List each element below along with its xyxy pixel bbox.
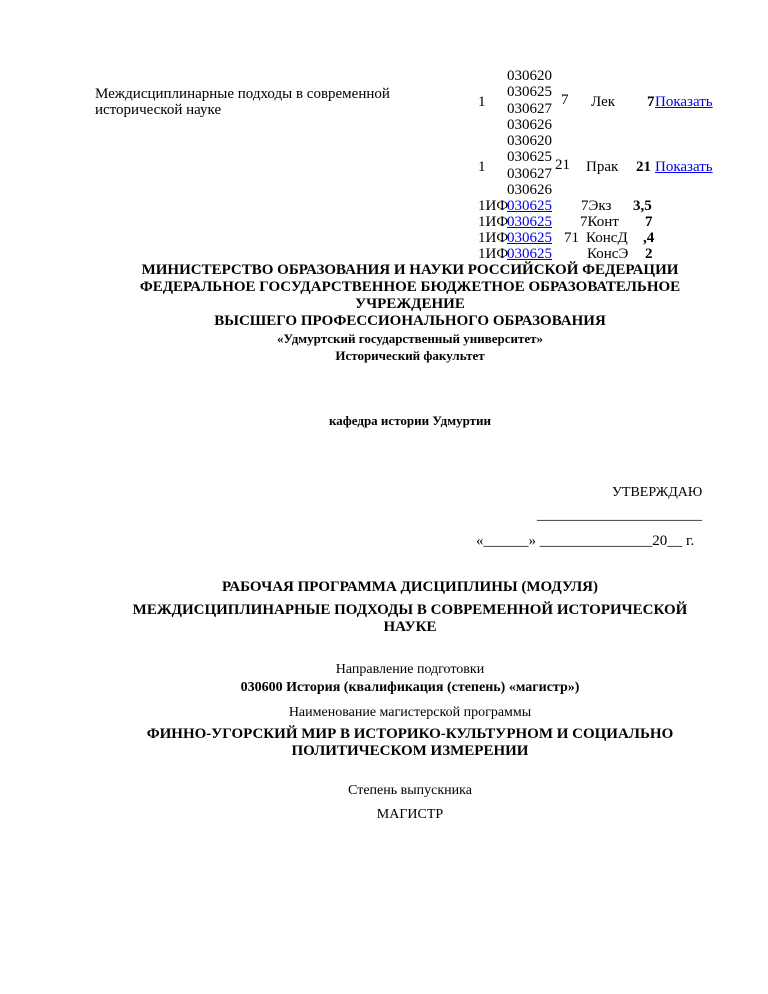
university-name: «Удмуртский государственный университет» (276, 331, 544, 346)
row-prefix: 1ИФ (478, 246, 509, 262)
code-link[interactable]: 030625 (507, 198, 552, 214)
semester-number: 1 (478, 159, 486, 175)
approval-title: УТВЕРЖДАЮ (612, 485, 703, 500)
code: 030620 (507, 133, 552, 149)
signature-line: ______________________ (537, 507, 702, 523)
direction-label: Направление подготовки (335, 662, 485, 677)
row-value: ,4 (643, 230, 655, 246)
degree-label: Степень выпускника (348, 783, 472, 798)
program-title: РАБОЧАЯ ПРОГРАММА ДИСЦИПЛИНЫ (МОДУЛЯ) (222, 579, 598, 595)
hours: 21 (555, 157, 570, 173)
code: 030625 (507, 84, 552, 100)
row-kind: 7Экз (581, 198, 612, 214)
hours: 7 (561, 92, 569, 108)
institution-line: УЧРЕЖДЕНИЕ (355, 296, 465, 312)
degree-value: МАГИСТР (376, 807, 444, 822)
institution-line: ВЫСШЕГО ПРОФЕССИОНАЛЬНОГО ОБРАЗОВАНИЯ (214, 313, 606, 329)
ministry-title: МИНИСТЕРСТВО ОБРАЗОВАНИЯ И НАУКИ РОССИЙСКОЙ ФЕДЕРАЦИИ (141, 262, 679, 278)
discipline-title (90, 602, 730, 636)
show-link[interactable]: Показать (655, 159, 713, 175)
subject-line-1: Междисциплинарные подходы в современной (95, 86, 390, 102)
direction-value: 030600 История (квалификация (степень) «магистр») (240, 680, 580, 695)
master-program-label: Наименование магистерской программы (288, 705, 532, 720)
institution-header (90, 262, 730, 364)
discipline-line: МЕЖДИСЦИПЛИНАРНЫЕ ПОДХОДЫ В СОВРЕМЕННОЙ ИСТОРИЧЕСКОЙ (132, 602, 688, 618)
master-program-line: ПОЛИТИЧЕСКОМ ИЗМЕРЕНИИ (291, 743, 529, 759)
row-prefix: 1ИФ (478, 214, 509, 230)
department-name: кафедра истории Удмуртии (328, 413, 492, 428)
row-kind: КонсЭ (587, 246, 629, 262)
hours-total: 21 (636, 159, 651, 175)
row-kind: 7Конт (580, 214, 619, 230)
row-kind: КонсД (586, 230, 628, 246)
approval-date-line: «______» _______________20__ г. (476, 533, 695, 549)
code-link[interactable]: 030625 (507, 246, 552, 262)
institution-line: ФЕДЕРАЛЬНОЕ ГОСУДАРСТВЕННОЕ БЮДЖЕТНОЕ ОБРАЗОВАТЕЛЬНОЕ (139, 279, 681, 295)
code: 030626 (507, 182, 552, 198)
code: 030627 (507, 166, 552, 182)
master-program-line: ФИННО-УГОРСКИЙ МИР В ИСТОРИКО-КУЛЬТУРНОМ И СОЦИАЛЬНО (146, 726, 674, 742)
code-link[interactable]: 030625 (507, 230, 552, 246)
row-value: 3,5 (633, 198, 652, 214)
master-program-title (90, 726, 730, 760)
discipline-line: НАУКЕ (383, 619, 437, 635)
row-prefix: 1ИФ (478, 230, 509, 246)
faculty-name: Исторический факультет (335, 348, 485, 363)
semester-number: 1 (478, 94, 486, 110)
lesson-type: Прак (586, 159, 619, 175)
show-link[interactable]: Показать (655, 94, 713, 110)
code: 030620 (507, 68, 552, 84)
lesson-type: Лек (591, 94, 616, 110)
code: 030626 (507, 117, 552, 133)
row-value: 2 (645, 246, 653, 262)
code-link[interactable]: 030625 (507, 214, 552, 230)
row-num: 71 (564, 230, 579, 246)
row-prefix: 1ИФ (478, 198, 509, 214)
hours-total: 7 (647, 94, 655, 110)
code: 030627 (507, 101, 552, 117)
code: 030625 (507, 149, 552, 165)
subject-line-2: исторической науке (95, 102, 222, 118)
row-value: 7 (645, 214, 653, 230)
